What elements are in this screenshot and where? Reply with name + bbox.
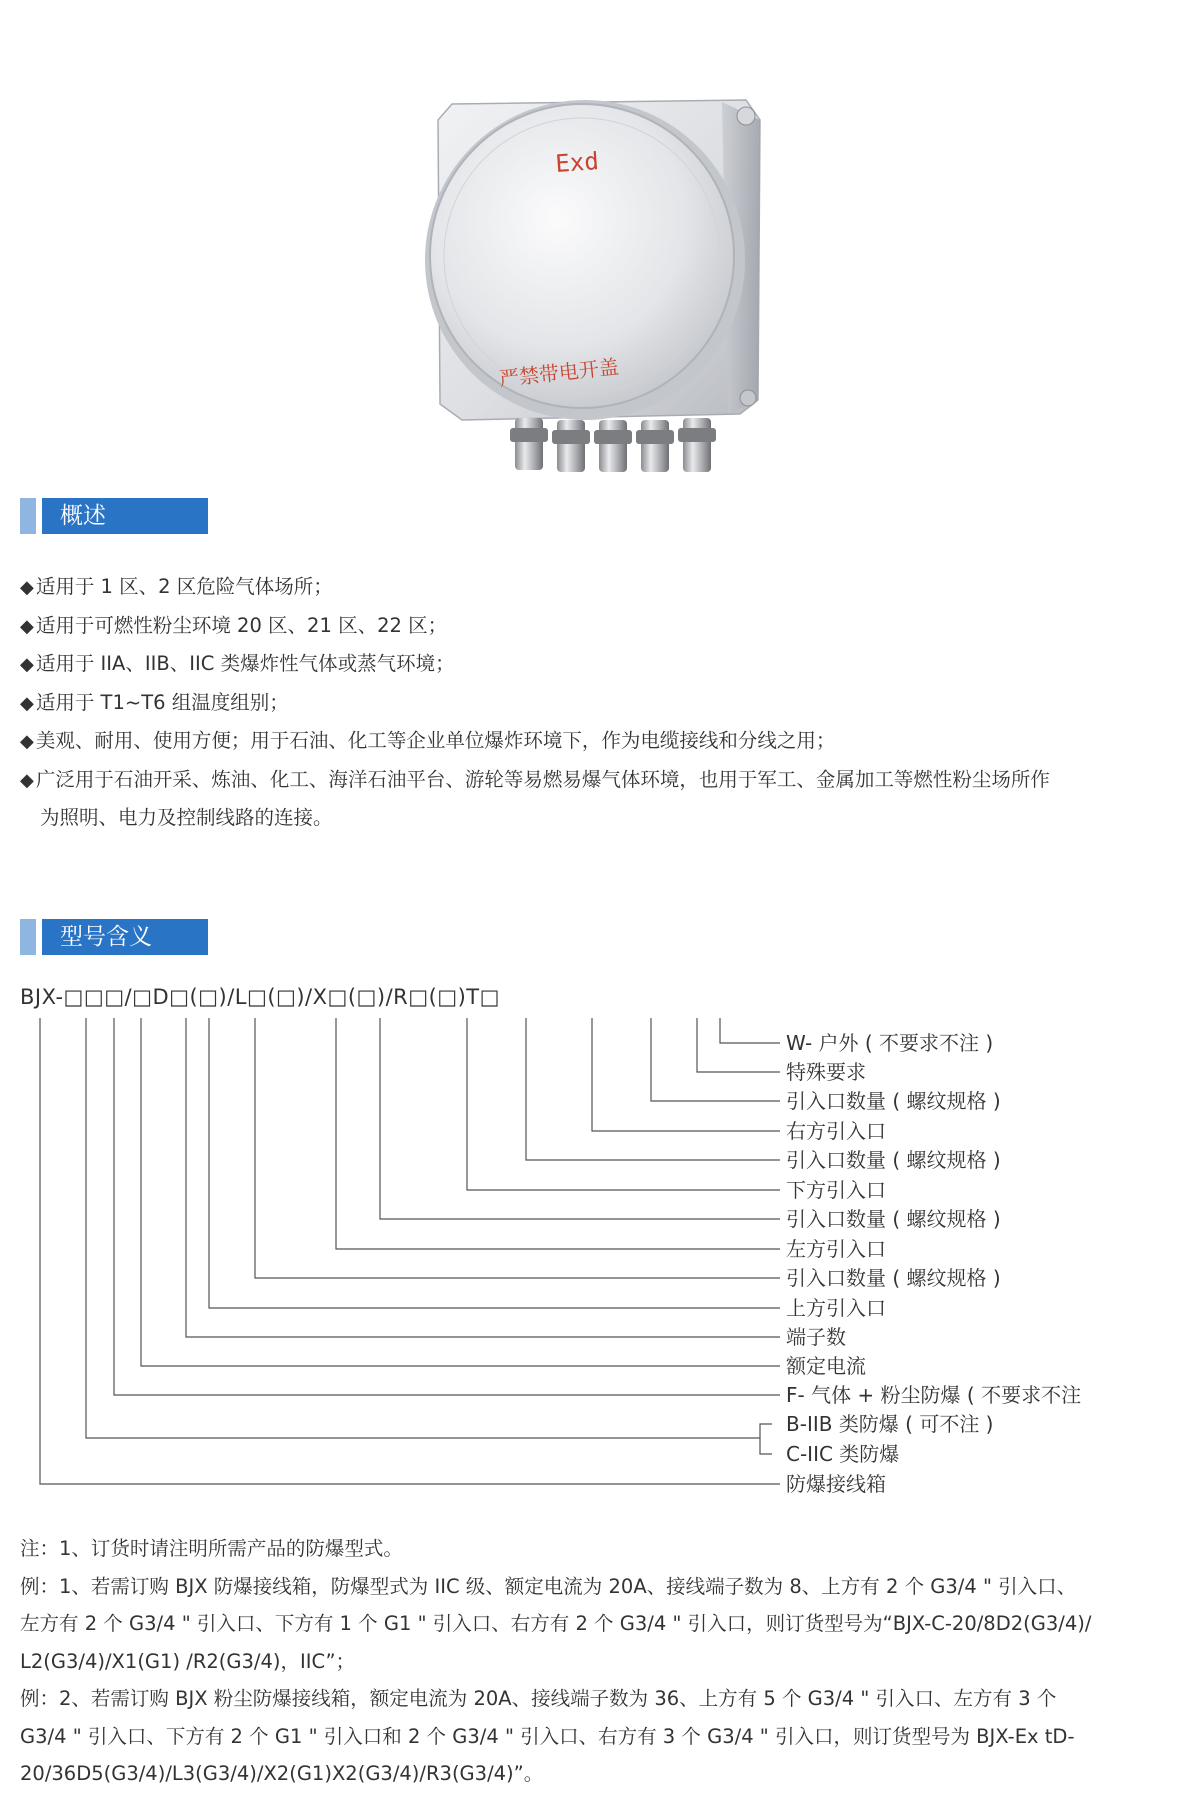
warning-marking: 严禁带电开盖 xyxy=(498,354,620,391)
diamond-bullet-icon: ◆ xyxy=(20,731,34,752)
section-title-model: 型号含义 xyxy=(60,924,152,950)
model-label-special: 特殊要求 xyxy=(786,1060,866,1084)
model-label-class-b: B-IIB 类防爆 ( 可不注 ) xyxy=(786,1412,994,1436)
model-label-top-count: 引入口数量 ( 螺纹规格 ) xyxy=(786,1266,1001,1290)
model-label-left-count: 引入口数量 ( 螺纹规格 ) xyxy=(786,1207,1001,1231)
model-diagram-lines xyxy=(0,1010,1200,1500)
model-label-left-inlet: 左方引入口 xyxy=(786,1237,886,1261)
cable-glands xyxy=(510,418,716,472)
model-label-product: 防爆接线箱 xyxy=(786,1472,886,1496)
model-label-class-c: C-IIC 类防爆 xyxy=(786,1442,900,1466)
model-label-right-count: 引入口数量 ( 螺纹规格 ) xyxy=(786,1089,1001,1113)
list-item: ◆ 适用于 1 区、2 区危险气体场所； xyxy=(20,575,333,598)
header-accent xyxy=(20,498,36,534)
note-line: 注：1、订货时请注明所需产品的防爆型式。 xyxy=(20,1537,403,1560)
note-line: L2(G3/4)/X1(G1) /R2(G3/4)，IIC”； xyxy=(20,1649,356,1673)
diamond-bullet-icon: ◆ xyxy=(20,769,34,791)
product-photo xyxy=(0,0,1200,490)
list-item: ◆ 适用于 T1~T6 组温度组别； xyxy=(20,690,289,714)
notes-block xyxy=(20,1530,1185,1793)
exd-marking: Exd xyxy=(554,147,600,178)
section-header-overview xyxy=(20,498,208,534)
diamond-bullet-icon: ◆ xyxy=(20,577,34,598)
note-line: 左方有 2 个 G3/4 " 引入口、下方有 1 个 G1 " 引入口、右方有 2 个 G3/4 " 引入口，则订货型号为“BJX-C-20/8D2(G3/4)/ xyxy=(20,1612,1092,1635)
diamond-bullet-icon: ◆ xyxy=(20,615,34,637)
model-label-right-inlet: 右方引入口 xyxy=(786,1119,886,1143)
model-label-top-inlet: 上方引入口 xyxy=(786,1296,886,1320)
note-line: 例：2、若需订购 BJX 粉尘防爆接线箱，额定电流为 20A、接线端子数为 36、上方有 5 个 G3/4 " 引入口、左方有 3 个 xyxy=(20,1687,1057,1710)
note-line: 例：1、若需订购 BJX 防爆接线箱，防爆型式为 IIC 级、额定电流为 20A、接线端子数为 8、上方有 2 个 G3/4 " 引入口、 xyxy=(20,1574,1077,1598)
section-header-model xyxy=(20,919,208,955)
section-title-overview: 概述 xyxy=(60,503,106,529)
model-label-bottom-inlet: 下方引入口 xyxy=(786,1178,886,1202)
list-item: ◆ 广泛用于石油开采、炼油、化工、海洋石油平台、游轮等易燃易爆气体环境，也用于军工、金属加工等燃性粉尘场所作 为照明、电力及控制线路的连接。 xyxy=(20,761,1180,837)
model-code: BJX-□□□/□D□(□)/L□(□)/X□(□)/R□(□)T□ xyxy=(20,985,500,1009)
model-label-bottom-count: 引入口数量 ( 螺纹规格 ) xyxy=(786,1148,1001,1172)
list-item: ◆ 适用于可燃性粉尘环境 20 区、21 区、22 区； xyxy=(20,613,448,637)
list-item: ◆ 美观、耐用、使用方便；用于石油、化工等企业单位爆炸环境下，作为电缆接线和分线之用； xyxy=(20,729,836,752)
model-label-terminals: 端子数 xyxy=(786,1325,846,1349)
header-accent xyxy=(20,919,36,955)
model-label-gas-dust: F- 气体 + 粉尘防爆 ( 不要求不注 xyxy=(786,1383,1082,1407)
list-item-continuation: 为照明、电力及控制线路的连接。 xyxy=(40,806,333,829)
overview-list xyxy=(20,568,1180,837)
note-line: 20/36D5(G3/4)/L3(G3/4)/X2(G1)X2(G3/4)/R3(G3/4)”。 xyxy=(20,1762,544,1785)
model-label-outdoor: W- 户外 ( 不要求不注 ) xyxy=(786,1031,994,1055)
model-label-rated-current: 额定电流 xyxy=(786,1354,866,1378)
diamond-bullet-icon: ◆ xyxy=(20,654,34,675)
diamond-bullet-icon: ◆ xyxy=(20,692,34,714)
list-item: ◆ 适用于 IIA、IIB、IIC 类爆炸性气体或蒸气环境； xyxy=(20,652,455,675)
note-line: G3/4 " 引入口、下方有 2 个 G1 " 引入口和 2 个 G3/4 " 引入口、右方有 3 个 G3/4 " 引入口，则订货型号为 BJX-Ex tD- xyxy=(20,1724,1075,1748)
